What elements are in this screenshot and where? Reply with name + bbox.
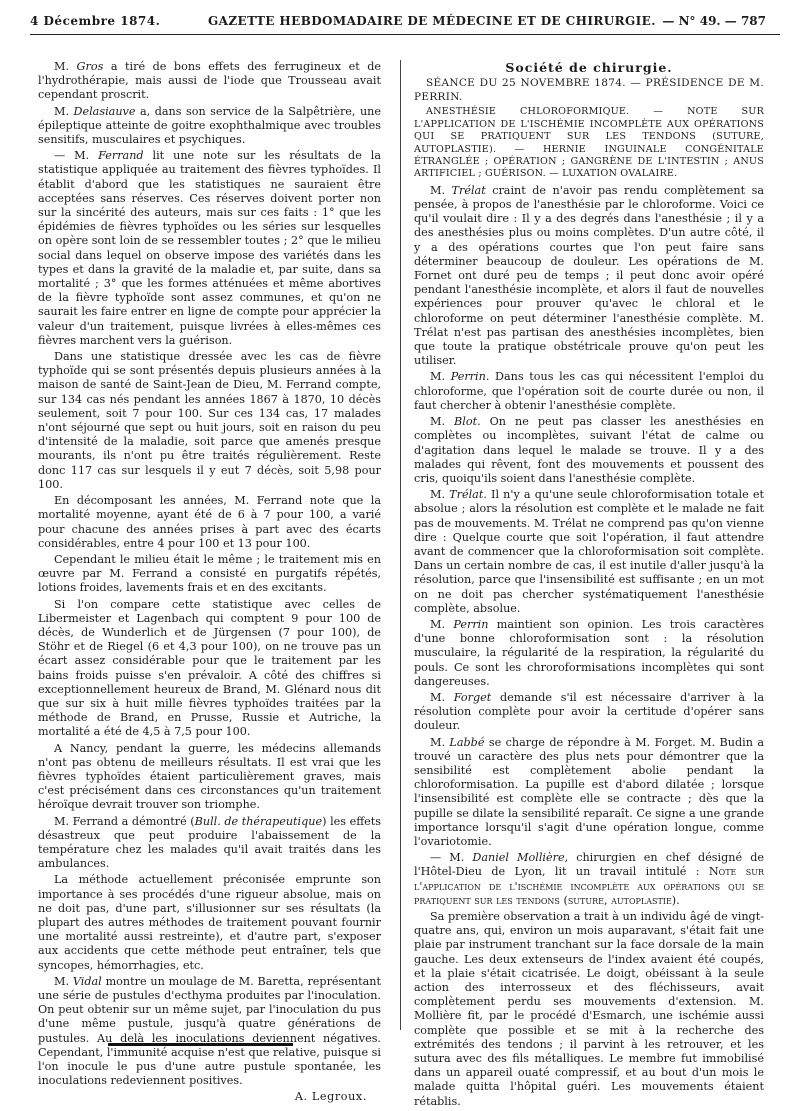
speaker-name: Perrin — [453, 617, 489, 631]
left-column-paragraph: M. Vidal montre un moulage de M. Baretta, représentant une série de pustules d'ecthyma produites par l'inoculation. On peut obtenir sur un même sujet, par l'inoculation du pus d'une même pustule, jusqu'à quatre générations de pustules. Au delà les inoculations deviennent négatives. Cependant, l'immunité acquise n'est que relative, puisque si l'on inocule le pus d'une autre pustule spontanée, les inoculations redeviennent positives. — [38, 974, 381, 1088]
header-issue-page-number: — N° 49. — 787 — [662, 14, 766, 28]
right-column-paragraph: M. Blot. On ne peut pas classer les anesthésies en complètes ou incomplètes, suivant l'état de calme ou d'agitation dans lequel le malade se trouve. Il y a des malades qui rêvent, font des mouvements et poussent des cris, quoiqu'ils soient dans l'anesthésie complète. — [414, 415, 764, 485]
speaker-name: Perrin — [450, 370, 486, 384]
left-column-paragraph: M. Delasiauve a, dans son service de la Salpêtrière, une épileptique atteinte de goitre exophthalmique avec troubles sensitifs, musculaires et psychiques. — [38, 104, 381, 147]
work-title: Note sur l'application de l'ischémie incomplète aux opérations qui se pratiquent sur les tendons (suture, autoplastie). — [414, 865, 764, 907]
right-column-paragraph: M. Trélat. Il n'y a qu'une seule chloroformisation totale et absolue ; alors la résolution est complète et le malade ne fait pas de mouvements. M. Trélat ne comprend pas qu'on vienne dire : Quelque courte que soit l'opération, il faut attendre avant de commencer que la chloroformisation soit complète. Dans un certain nombre de cas, il est inutile d'aller jusqu'à la résolution, parce que l'insensibilité est suffisante ; en un mot on ne doit pas chercher systématiquement l'anesthésie complète, absolue. — [414, 488, 764, 615]
right-column-paragraphs — [414, 184, 764, 1109]
speaker-name: Gros — [76, 60, 104, 73]
left-column-paragraphs — [38, 60, 381, 1088]
speaker-name: Delasiauve — [73, 104, 136, 118]
left-column — [38, 60, 381, 1105]
right-column — [414, 76, 764, 1111]
left-column-paragraph: Cependant le milieu était le même ; le traitement mis en œuvre par M. Ferrand a consisté en purgatifs répétés, lotions froides, lavements frais et en des excitants. — [38, 552, 381, 595]
left-column-paragraph: Si l'on compare cette statistique avec celles de Libermeister et Lagenbach qui comptent 9 pour 100 de décès, de Wunderlich et de Jürgensen (7 pour 100), de Stöhr et de Riegel (6 et 4,3 pour 100), on ne trouve pas un écart assez considérable pour que le traitement par les bains froids puisse s'en prévaloir. A côté des chiffres si exceptionnellement heureux de Brand, M. Glénard nous dit que sur six à huit mille fièvres typhoïdes traitées par la méthode de Brand, en Prusse, Russie et Autriche, la mortalité a été de 4,5 à 7,5 pour 100. — [38, 597, 381, 739]
speaker-name: Trélat — [451, 183, 486, 197]
speaker-name: Ferrand — [98, 149, 144, 163]
left-column-paragraph: — M. Ferrand lit une note sur les résultats de la statistique appliquée au traitement des fièvres typhoïdes. Il établit d'abord que les statistiques ne sauraient être acceptées sans réserves. Ces réserves doivent porter non sur la sincérité des auteurs, mais sur ces faits : 1° que les épidémies de fièvres typhoïdes ou les séries sur lesquelles on opère sont loin de se ressembler toutes ; 2° que le milieu social dans lequel on observe impose des variétés dans les types et dans la gravité de la maladie et, par suite, dans sa mortalité ; 3° que les formes atténuées et même abortives de la fièvre typhoïde sont assez communes, et qu'on ne saurait les faire entrer en ligne de compte pour apprécier la valeur d'un traitement, puisque livrées à elles-mêmes ces fièvres marchent vers la guérison. — [38, 149, 381, 347]
right-column-paragraph: M. Perrin maintient son opinion. Les trois caractères d'une bonne chloroformisation sont : la résolution musculaire, la régularité de la respiration, la régularité du pouls. Ce sont les chroroformisations incomplètes qui sont dangereuses. — [414, 617, 765, 688]
left-column-paragraph: En décomposant les années, M. Ferrand note que la mortalité moyenne, ayant été de 6 à 7 pour 100, a varié pour chacune des années prises à part avec des écarts considérables, entre 4 pour 100 et 13 pour 100. — [38, 494, 381, 550]
speaker-name: Labbé — [449, 735, 485, 749]
right-column-paragraph: — M. Daniel Mollière, chirurgien en chef désigné de l'Hôtel-Dieu de Lyon, lit un travail intitulé : Note sur l'application de l'ischémie incomplète aux opérations qui se pratiquent sur les tendons (suture, autoplastie). — [414, 851, 764, 907]
section-title: Société de chirurgie. — [505, 60, 673, 75]
left-column-paragraph: La méthode actuellement préconisée emprunte son importance à ses procédés d'une rigueur absolue, mais on ne doit pas, d'une part, s'illusionner sur ses résultats (la plupart des autres méthodes de traitement pouvant fournir une mortalité aussi restreinte), et d'autre part, s'exposer aux accidents que cette méthode peut entraîner, tels que syncopes, hémorrhagies, etc. — [38, 873, 381, 972]
speaker-name: Daniel Mollière — [472, 851, 565, 865]
left-column-paragraph: Dans une statistique dressée avec les cas de fièvre typhoïde qui se sont présentés depuis plusieurs années à la maison de santé de Saint-Jean de Dieu, M. Ferrand compte, sur 134 cas nés pendant les années 1867 à 1870, 10 décès seulement, soit 7 pour 100. Sur ces 134 cas, 17 malades n'ont séjourné que sept ou huit jours, soit en raison du peu d'intensité de la maladie, soit parce que amenés presque mourants, ils n'ont pu être traités régulièrement. Reste donc 117 cas sur lesquels il y eut 7 décès, soit 5,98 pour 100. — [38, 350, 381, 491]
speaker-name: Forget — [453, 690, 492, 704]
column-divider — [400, 60, 401, 1030]
left-column-paragraph: A Nancy, pendant la guerre, les médecins allemands n'ont pas obtenu de meilleurs résultats. Il est vrai que les fièvres typhoïdes étaient particulièrement graves, mais c'est précisément dans ces circonstances qu'un traitement héroïque devrait trouver son triomphe. — [38, 741, 381, 812]
right-column-paragraph: Sa première observation a trait à un individu âgé de vingt-quatre ans, qui, environ un mois auparavant, s'était fait une plaie par instrument tranchant sur la face dorsale de la main gauche. Les deux extenseurs de l'index avaient été coupés, et la plaie s'était cicatrisée. Le doigt, obéissant à la seule action des interrosseux et des fléchisseurs, avait complètement perdu ses mouvements d'extension. M. Mollière fit, par le procédé d'Esmarch, une ischémie aussi complète que possible et se mit à la recherche des extrémités des tendons ; il parvint à les retrouver, et les sutura avec des fils métalliques. Le membre fut immobilisé dans un appareil ouaté compressif, et au bout d'un mois le malade quitta l'hôpital guéri. Les mouvements étaient rétablis. — [414, 910, 764, 1108]
header-rule — [30, 34, 780, 35]
speaker-name: Bull. de thérapeutique — [194, 814, 323, 828]
header-title: GAZETTE HEBDOMADAIRE DE MÉDECINE ET DE CHIRURGIE. — [208, 14, 656, 28]
speaker-name: Trélat — [449, 488, 484, 502]
header-date: 4 Décembre 1874. — [30, 14, 161, 28]
article-signature: A. Legroux. — [294, 1090, 367, 1104]
left-column-paragraph: M. Ferrand a démontré (Bull. de thérapeutique) les effets désastreux que peut produire l'abaissement de la température chez les malades qu'il avait traités dans les ambulances. — [38, 814, 382, 871]
right-column-paragraph: M. Forget demande s'il est nécessaire d'arriver à la résolution complète pour avoir la certitude d'opérer sans douleur. — [414, 690, 764, 733]
right-column-paragraph: M. Trélat craint de n'avoir pas rendu complètement sa pensée, à propos de l'anesthésie par le chloroforme. Voici ce qu'il voulait dire : Il y a des degrés dans l'anesthésie ; il y a des anesthésies plus ou moins complètes. D'un autre côté, il y a des opérations courtes que l'on peut faire sans déterminer beaucoup de douleur. Les opérations de M. Fornet ont duré peu de temps ; il peut donc avoir opéré pendant l'anesthésie incomplète, et alors il faut de nouvelles expériences pour prouver qu'avec le chloral et le chloroforme on peut déterminer l'anesthésie complète. M. Trélat n'est pas partisan des anesthésies incomplètes, bien que toute la pratique obstétricale prouve qu'on peut les utiliser. — [414, 183, 764, 368]
seance-line: SÉANCE DU 25 NOVEMBRE 1874. — PRÉSIDENCE DE M. PERRIN. — [414, 77, 764, 104]
left-column-paragraph: M. Gros a tiré de bons effets des ferrugineux et de l'hydrothérapie, mais aussi de l'iode que Trousseau avait cependant proscrit. — [38, 60, 381, 102]
speaker-name: Blot — [454, 415, 478, 429]
speaker-name: Vidal — [72, 974, 102, 988]
session-summary: ANESTHÉSIE CHLOROFORMIQUE. — NOTE SUR L'APPLICATION DE L'ISCHÉMIE INCOMPLÈTE AUX OPÉRATIONS QUI SE PRATIQUENT SUR LES TENDONS (SUTURE, AUTOPLASTIE). — HERNIE INGUINALE CONGÉNITALE ÉTRANGLÉE ; OPÉRATION ; GANGRÈNE DE L'INTESTIN ; ANUS ARTIFICIEL ; GUÉRISON. — LUXATION OVALAIRE. — [414, 106, 764, 180]
right-column-paragraph: M. Perrin. Dans tous les cas qui nécessitent l'emploi du chloroforme, que l'opération soit de courte durée ou non, il faut chercher à obtenir l'anesthésie complète. — [414, 370, 764, 412]
right-column-paragraph: M. Labbé se charge de répondre à M. Forget. M. Budin a trouvé un caractère des plus nets pour démontrer que la sensibilité est complètement abolie pendant la chloroformisation. La pupille est d'abord dilatée ; lorsque l'insensibilité est complète elle se contracte ; dès que la pupille se dilate la sensibilité reparaît. Ce signe a une grande importance lorsqu'il s'agit d'une opération longue, comme l'ovariotomie. — [414, 735, 764, 848]
page-header — [30, 6, 780, 36]
signature-rule — [108, 1043, 293, 1046]
